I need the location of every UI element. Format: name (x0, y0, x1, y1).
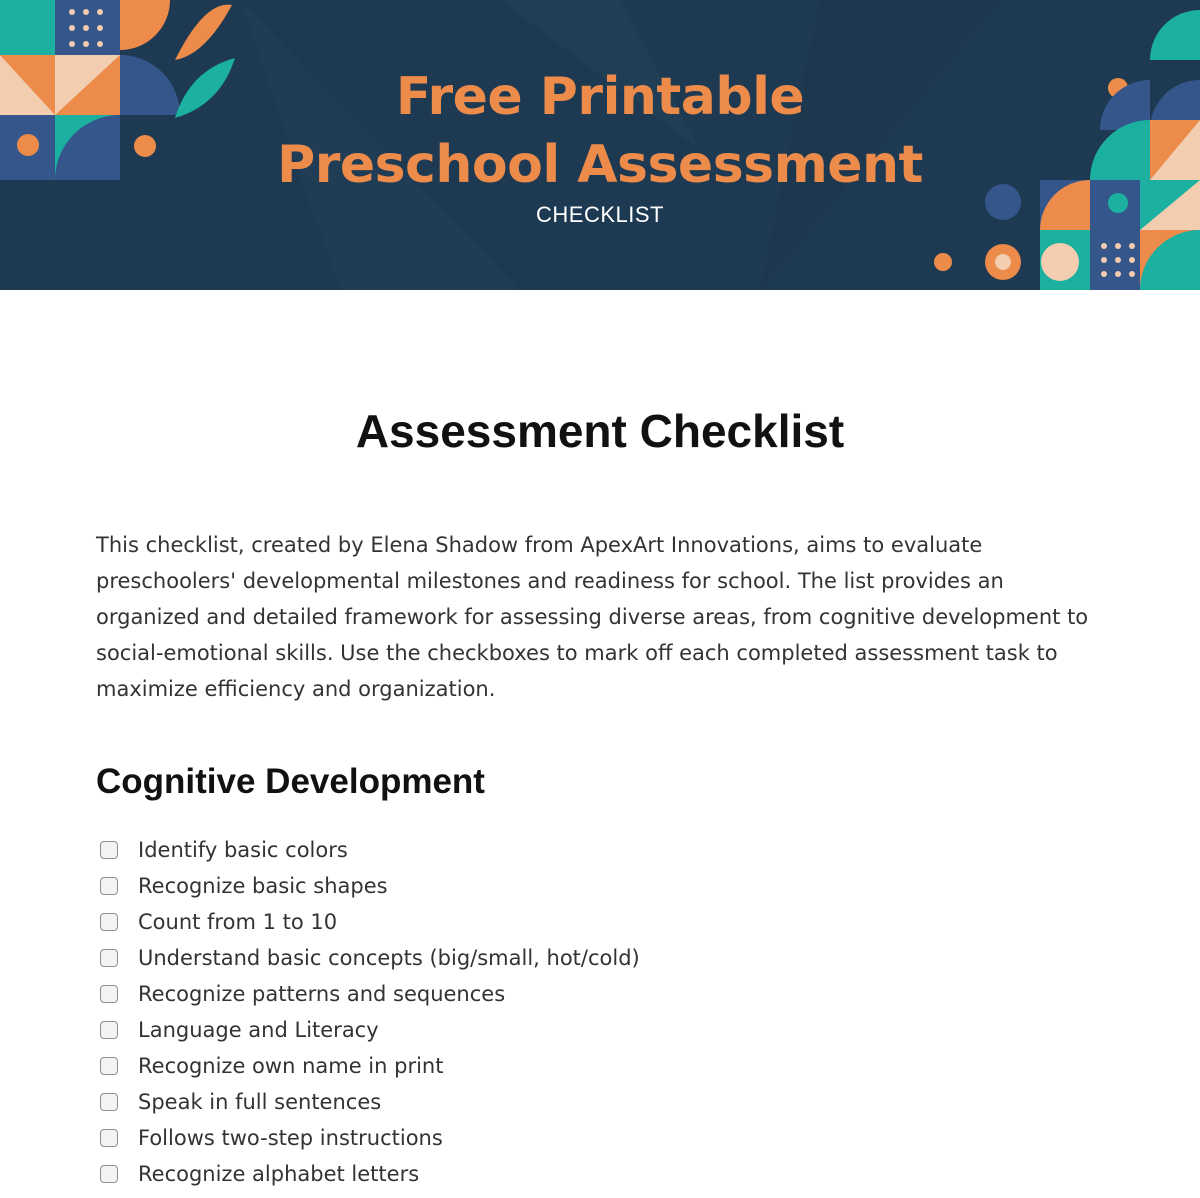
checkbox[interactable] (100, 877, 118, 895)
checklist-item (100, 1120, 640, 1156)
checklist-item-label: Recognize patterns and sequences (138, 982, 506, 1006)
checklist-item (100, 1156, 640, 1192)
checkbox[interactable] (100, 1057, 118, 1075)
checklist (100, 832, 640, 1192)
checklist-item-label: Understand basic concepts (big/small, hot/cold) (138, 946, 640, 970)
checklist-item-label: Language and Literacy (138, 1018, 379, 1042)
checkbox[interactable] (100, 913, 118, 931)
checkbox[interactable] (100, 985, 118, 1003)
checklist-item-label: Recognize alphabet letters (138, 1162, 420, 1186)
checklist-item-label: Recognize basic shapes (138, 874, 388, 898)
checkbox[interactable] (100, 1165, 118, 1183)
document-title: Assessment Checklist (355, 405, 845, 457)
checkbox[interactable] (100, 1129, 118, 1147)
section-title-cognitive-development: Cognitive Development (96, 762, 485, 801)
intro-paragraph: This checklist, created by Elena Shadow from ApexArt Innovations, aims to evaluate preschoolers' developmental milestones and readiness for school. The list provides an organized and detailed framework for assessing diverse areas, from cognitive development to social-emotional skills. Use the checkboxes to mark off each completed assessment task to maximize efficiency and organization. (96, 533, 1089, 701)
checkbox[interactable] (100, 841, 118, 859)
checklist-item (100, 1012, 640, 1048)
checklist-item (100, 1048, 640, 1084)
checklist-item-label: Count from 1 to 10 (138, 910, 338, 934)
checklist-item-label: Follows two-step instructions (138, 1126, 443, 1150)
checkbox[interactable] (100, 1021, 118, 1039)
checklist-item (100, 868, 640, 904)
checklist-item (100, 832, 640, 868)
banner-subtitle: CHECKLIST (536, 202, 664, 227)
checklist-item-label: Identify basic colors (138, 838, 348, 862)
checklist-item-label: Speak in full sentences (138, 1090, 382, 1114)
checklist-item (100, 940, 640, 976)
checkbox[interactable] (100, 949, 118, 967)
header-banner (0, 0, 1200, 290)
checkbox[interactable] (100, 1093, 118, 1111)
banner-title-line1: Free Printable (395, 67, 805, 127)
checklist-item (100, 976, 640, 1012)
checklist-item (100, 904, 640, 940)
banner-title-line2: Preschool Assessment (277, 135, 923, 195)
checklist-item (100, 1084, 640, 1120)
checklist-item-label: Recognize own name in print (138, 1054, 444, 1078)
